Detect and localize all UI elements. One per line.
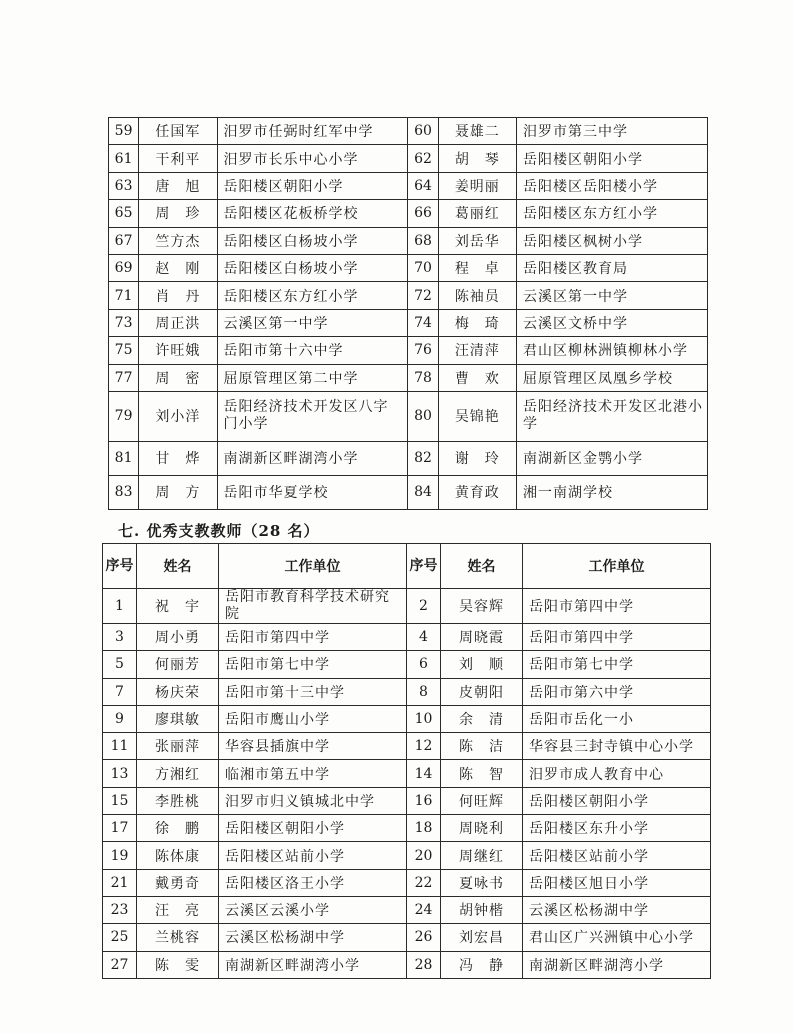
seq-cell: 60 bbox=[408, 118, 438, 145]
name-cell: 刘 顺 bbox=[441, 651, 523, 678]
unit-cell: 云溪区云溪小学 bbox=[219, 896, 407, 923]
unit-cell: 云溪区第一中学 bbox=[517, 282, 708, 309]
seq-cell: 69 bbox=[109, 254, 139, 281]
unit-cell: 岳阳楼区白杨坡小学 bbox=[217, 254, 408, 281]
name-cell: 戴勇奇 bbox=[137, 869, 219, 896]
table-row bbox=[103, 624, 711, 651]
seq-cell: 64 bbox=[408, 172, 438, 199]
unit-cell: 岳阳楼区东升小学 bbox=[523, 815, 711, 842]
name-cell: 许旺娥 bbox=[139, 337, 217, 364]
seq-cell: 19 bbox=[103, 842, 137, 869]
unit-cell: 岳阳楼区朝阳小学 bbox=[523, 787, 711, 814]
name-cell: 胡 琴 bbox=[438, 145, 516, 172]
name-cell: 陈 洁 bbox=[441, 733, 523, 760]
name-cell: 周晓霞 bbox=[441, 624, 523, 651]
seq-cell: 67 bbox=[109, 227, 139, 254]
unit-cell: 南湖新区畔湖湾小学 bbox=[523, 951, 711, 978]
name-cell: 汪清萍 bbox=[438, 337, 516, 364]
seq-cell: 72 bbox=[408, 282, 438, 309]
table-row bbox=[109, 475, 708, 509]
seq-cell: 82 bbox=[408, 441, 438, 475]
name-cell: 周 密 bbox=[139, 364, 217, 391]
unit-cell: 岳阳市第十六中学 bbox=[217, 337, 408, 364]
table-row bbox=[103, 896, 711, 923]
table-row bbox=[109, 254, 708, 281]
seq-cell: 13 bbox=[103, 760, 137, 787]
name-cell: 祝 宇 bbox=[137, 589, 219, 624]
seq-cell: 83 bbox=[109, 475, 139, 509]
name-cell: 陈 雯 bbox=[137, 951, 219, 978]
seq-cell: 9 bbox=[103, 705, 137, 732]
unit-cell: 岳阳楼区岳阳楼小学 bbox=[517, 172, 708, 199]
unit-cell: 岳阳市第七中学 bbox=[219, 651, 407, 678]
name-cell: 徐 鹏 bbox=[137, 815, 219, 842]
name-cell: 吴锦艳 bbox=[438, 391, 516, 441]
name-cell: 何旺辉 bbox=[441, 787, 523, 814]
unit-cell: 岳阳市第十三中学 bbox=[219, 678, 407, 705]
unit-cell: 岳阳楼区朝阳小学 bbox=[219, 815, 407, 842]
name-cell: 黄育政 bbox=[438, 475, 516, 509]
seq-cell: 77 bbox=[109, 364, 139, 391]
name-cell: 姜明丽 bbox=[438, 172, 516, 199]
seq-cell: 76 bbox=[408, 337, 438, 364]
table-row bbox=[109, 391, 708, 441]
award-table-continued bbox=[108, 117, 708, 510]
unit-cell: 岳阳楼区朝阳小学 bbox=[517, 145, 708, 172]
table-row bbox=[103, 951, 711, 978]
seq-cell: 14 bbox=[407, 760, 441, 787]
table-row bbox=[103, 842, 711, 869]
unit-cell: 岳阳楼区白杨坡小学 bbox=[217, 227, 408, 254]
unit-cell: 君山区柳林洲镇柳林小学 bbox=[517, 337, 708, 364]
unit-cell: 岳阳楼区洛王小学 bbox=[219, 869, 407, 896]
unit-cell: 岳阳经济技术开发区北港小学 bbox=[517, 391, 708, 441]
unit-cell: 岳阳楼区东方红小学 bbox=[517, 200, 708, 227]
unit-cell: 汨罗市任弼时红军中学 bbox=[217, 118, 408, 145]
seq-cell: 78 bbox=[408, 364, 438, 391]
unit-cell: 汨罗市第三中学 bbox=[517, 118, 708, 145]
seq-cell: 61 bbox=[109, 145, 139, 172]
seq-cell: 18 bbox=[407, 815, 441, 842]
name-cell: 谢 玲 bbox=[438, 441, 516, 475]
name-cell: 刘宏昌 bbox=[441, 924, 523, 951]
name-cell: 冯 静 bbox=[441, 951, 523, 978]
table-row bbox=[103, 733, 711, 760]
unit-cell: 岳阳楼区东方红小学 bbox=[217, 282, 408, 309]
name-cell: 梅 琦 bbox=[438, 309, 516, 336]
table-row bbox=[103, 869, 711, 896]
seq-cell: 12 bbox=[407, 733, 441, 760]
unit-cell: 汨罗市归义镇城北中学 bbox=[219, 787, 407, 814]
seq-cell: 84 bbox=[408, 475, 438, 509]
name-cell: 葛丽红 bbox=[438, 200, 516, 227]
unit-cell: 云溪区文桥中学 bbox=[517, 309, 708, 336]
table-row bbox=[109, 282, 708, 309]
name-cell: 杨庆荣 bbox=[137, 678, 219, 705]
seq-cell: 28 bbox=[407, 951, 441, 978]
name-cell: 周继红 bbox=[441, 842, 523, 869]
unit-cell: 云溪区松杨湖中学 bbox=[523, 896, 711, 923]
seq-cell: 11 bbox=[103, 733, 137, 760]
unit-cell: 华容县插旗中学 bbox=[219, 733, 407, 760]
table-row bbox=[109, 145, 708, 172]
name-cell: 曹 欢 bbox=[438, 364, 516, 391]
table-row bbox=[103, 760, 711, 787]
seq-cell: 22 bbox=[407, 869, 441, 896]
seq-cell: 21 bbox=[103, 869, 137, 896]
table-row bbox=[103, 787, 711, 814]
name-cell: 陈体康 bbox=[137, 842, 219, 869]
name-cell: 周小勇 bbox=[137, 624, 219, 651]
unit-cell: 云溪区第一中学 bbox=[217, 309, 408, 336]
name-cell: 廖琪敏 bbox=[137, 705, 219, 732]
name-cell: 周 珍 bbox=[139, 200, 217, 227]
seq-cell: 1 bbox=[103, 589, 137, 624]
seq-cell: 71 bbox=[109, 282, 139, 309]
seq-cell: 62 bbox=[408, 145, 438, 172]
name-cell: 兰桃容 bbox=[137, 924, 219, 951]
unit-cell: 岳阳市第七中学 bbox=[523, 651, 711, 678]
seq-cell: 79 bbox=[109, 391, 139, 441]
seq-cell: 25 bbox=[103, 924, 137, 951]
name-cell: 吴容辉 bbox=[441, 589, 523, 624]
unit-cell: 南湖新区金鹗小学 bbox=[517, 441, 708, 475]
name-cell: 程 卓 bbox=[438, 254, 516, 281]
name-cell: 余 清 bbox=[441, 705, 523, 732]
table-row bbox=[109, 200, 708, 227]
name-cell: 赵 刚 bbox=[139, 254, 217, 281]
name-cell: 汪 亮 bbox=[137, 896, 219, 923]
seq-cell: 65 bbox=[109, 200, 139, 227]
name-cell: 张丽萍 bbox=[137, 733, 219, 760]
name-cell: 竺方杰 bbox=[139, 227, 217, 254]
header-seq: 序号 bbox=[103, 544, 137, 589]
name-cell: 甘 烨 bbox=[139, 441, 217, 475]
table-row bbox=[109, 441, 708, 475]
seq-cell: 23 bbox=[103, 896, 137, 923]
name-cell: 周正洪 bbox=[139, 309, 217, 336]
table-row bbox=[109, 309, 708, 336]
award-table-body bbox=[109, 118, 708, 510]
seq-cell: 10 bbox=[407, 705, 441, 732]
seq-cell: 6 bbox=[407, 651, 441, 678]
unit-cell: 汨罗市成人教育中心 bbox=[523, 760, 711, 787]
unit-cell: 南湖新区畔湖湾小学 bbox=[219, 951, 407, 978]
table-row bbox=[103, 678, 711, 705]
seq-cell: 15 bbox=[103, 787, 137, 814]
unit-cell: 临湘市第五中学 bbox=[219, 760, 407, 787]
seq-cell: 80 bbox=[408, 391, 438, 441]
name-cell: 胡钟楷 bbox=[441, 896, 523, 923]
table-header-row bbox=[103, 544, 711, 589]
table-row bbox=[103, 815, 711, 842]
unit-cell: 君山区广兴洲镇中心小学 bbox=[523, 924, 711, 951]
unit-cell: 岳阳市第四中学 bbox=[219, 624, 407, 651]
header-unit: 工作单位 bbox=[523, 544, 711, 589]
unit-cell: 屈原管理区凤凰乡学校 bbox=[517, 364, 708, 391]
unit-cell: 岳阳经济技术开发区八字门小学 bbox=[217, 391, 408, 441]
table-row bbox=[109, 118, 708, 145]
teacher-table bbox=[102, 543, 711, 979]
name-cell: 陈 智 bbox=[441, 760, 523, 787]
name-cell: 何丽芳 bbox=[137, 651, 219, 678]
unit-cell: 岳阳市岳化一小 bbox=[523, 705, 711, 732]
unit-cell: 南湖新区畔湖湾小学 bbox=[217, 441, 408, 475]
table-row bbox=[103, 651, 711, 678]
unit-cell: 岳阳市鹰山小学 bbox=[219, 705, 407, 732]
seq-cell: 20 bbox=[407, 842, 441, 869]
unit-cell: 岳阳楼区枫树小学 bbox=[517, 227, 708, 254]
name-cell: 聂雄二 bbox=[438, 118, 516, 145]
name-cell: 肖 丹 bbox=[139, 282, 217, 309]
table-row bbox=[109, 227, 708, 254]
table-row bbox=[109, 364, 708, 391]
seq-cell: 16 bbox=[407, 787, 441, 814]
name-cell: 皮朝阳 bbox=[441, 678, 523, 705]
unit-cell: 岳阳市第六中学 bbox=[523, 678, 711, 705]
header-seq: 序号 bbox=[407, 544, 441, 589]
seq-cell: 24 bbox=[407, 896, 441, 923]
unit-cell: 岳阳楼区教育局 bbox=[517, 254, 708, 281]
section-title: 七. 优秀支教教师（28 名） bbox=[118, 522, 320, 540]
name-cell: 刘岳华 bbox=[438, 227, 516, 254]
name-cell: 周 方 bbox=[139, 475, 217, 509]
seq-cell: 8 bbox=[407, 678, 441, 705]
unit-cell: 岳阳楼区站前小学 bbox=[523, 842, 711, 869]
name-cell: 方湘红 bbox=[137, 760, 219, 787]
table-row bbox=[103, 705, 711, 732]
unit-cell: 岳阳楼区站前小学 bbox=[219, 842, 407, 869]
seq-cell: 59 bbox=[109, 118, 139, 145]
unit-cell: 岳阳楼区旭日小学 bbox=[523, 869, 711, 896]
name-cell: 唐 旭 bbox=[139, 172, 217, 199]
seq-cell: 27 bbox=[103, 951, 137, 978]
seq-cell: 75 bbox=[109, 337, 139, 364]
table-row bbox=[109, 172, 708, 199]
unit-cell: 岳阳市第四中学 bbox=[523, 624, 711, 651]
name-cell: 干利平 bbox=[139, 145, 217, 172]
seq-cell: 4 bbox=[407, 624, 441, 651]
unit-cell: 岳阳楼区花板桥学校 bbox=[217, 200, 408, 227]
name-cell: 任国军 bbox=[139, 118, 217, 145]
unit-cell: 岳阳市第四中学 bbox=[523, 589, 711, 624]
unit-cell: 华容县三封寺镇中心小学 bbox=[523, 733, 711, 760]
seq-cell: 2 bbox=[407, 589, 441, 624]
seq-cell: 7 bbox=[103, 678, 137, 705]
unit-cell: 云溪区松杨湖中学 bbox=[219, 924, 407, 951]
seq-cell: 70 bbox=[408, 254, 438, 281]
seq-cell: 68 bbox=[408, 227, 438, 254]
seq-cell: 66 bbox=[408, 200, 438, 227]
table-row bbox=[109, 337, 708, 364]
seq-cell: 74 bbox=[408, 309, 438, 336]
seq-cell: 26 bbox=[407, 924, 441, 951]
unit-cell: 湘一南湖学校 bbox=[517, 475, 708, 509]
header-name: 姓名 bbox=[137, 544, 219, 589]
header-unit: 工作单位 bbox=[219, 544, 407, 589]
seq-cell: 3 bbox=[103, 624, 137, 651]
seq-cell: 81 bbox=[109, 441, 139, 475]
name-cell: 夏咏书 bbox=[441, 869, 523, 896]
name-cell: 陈袖员 bbox=[438, 282, 516, 309]
name-cell: 刘小洋 bbox=[139, 391, 217, 441]
unit-cell: 屈原管理区第二中学 bbox=[217, 364, 408, 391]
table-row bbox=[103, 589, 711, 624]
unit-cell: 岳阳市教育科学技术研究院 bbox=[219, 589, 407, 624]
teacher-table-body bbox=[103, 589, 711, 979]
seq-cell: 63 bbox=[109, 172, 139, 199]
name-cell: 周晓利 bbox=[441, 815, 523, 842]
header-name: 姓名 bbox=[441, 544, 523, 589]
seq-cell: 17 bbox=[103, 815, 137, 842]
seq-cell: 5 bbox=[103, 651, 137, 678]
unit-cell: 岳阳楼区朝阳小学 bbox=[217, 172, 408, 199]
unit-cell: 汨罗市长乐中心小学 bbox=[217, 145, 408, 172]
table-row bbox=[103, 924, 711, 951]
unit-cell: 岳阳市华夏学校 bbox=[217, 475, 408, 509]
name-cell: 李胜桃 bbox=[137, 787, 219, 814]
seq-cell: 73 bbox=[109, 309, 139, 336]
